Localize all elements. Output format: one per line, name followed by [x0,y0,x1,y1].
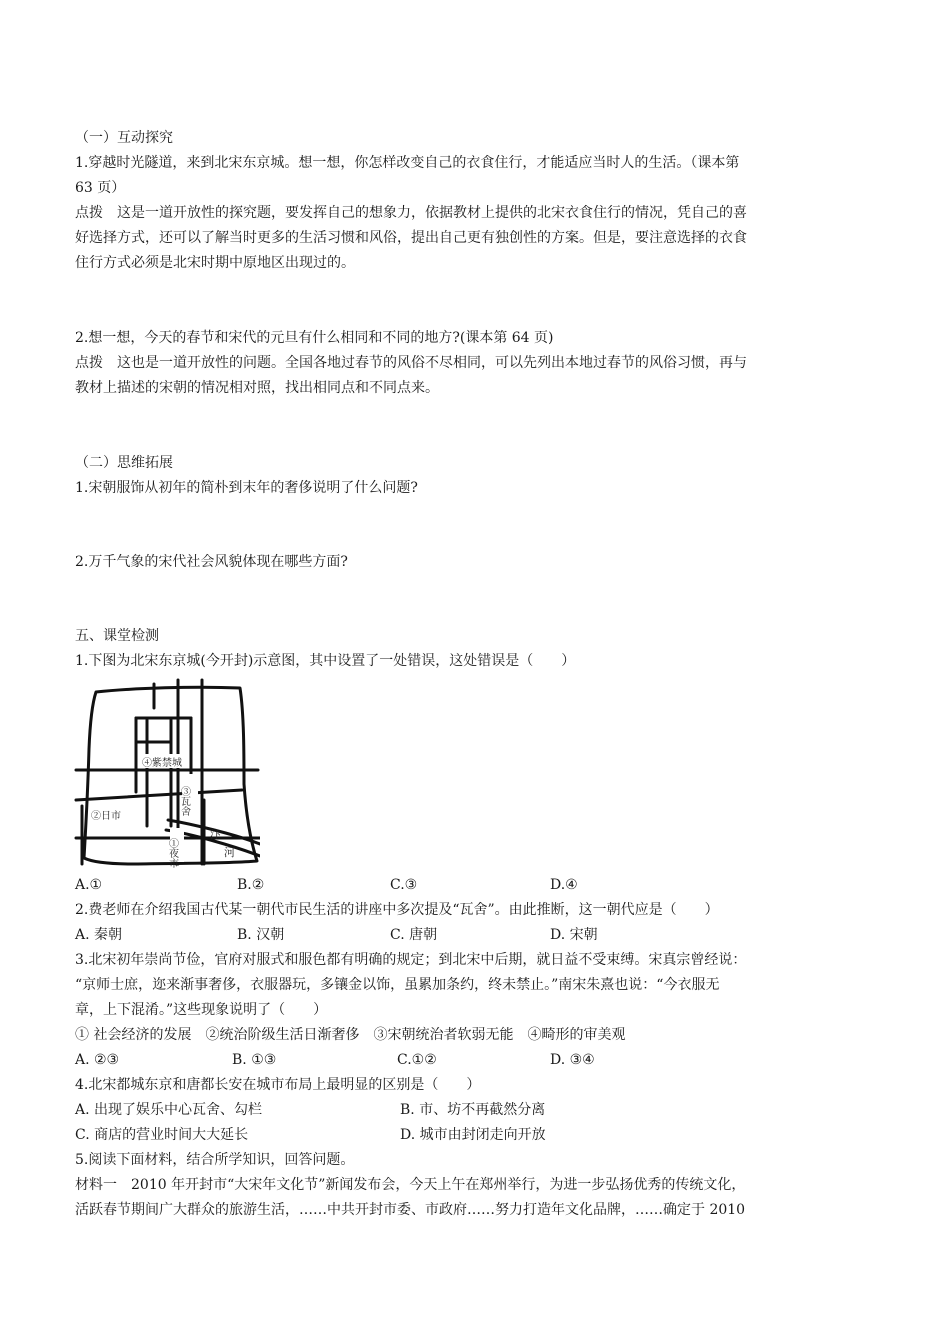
question-text: 63 页） [75,180,126,196]
option-a: A. 秦朝 [75,927,123,943]
map-label-river: 河 [224,846,235,859]
option-d: D. 城市由封闭走向开放 [400,1127,546,1143]
material-text: 材料一 2010 年开封市“大宋年文化节”新闻发布会，今天上午在郑州举行，为进一步弘扬优秀的传统文化， [75,1177,746,1193]
bianjing-city-map [74,674,260,868]
question-text: “京师士庶，迩来渐事奢侈，衣服器玩，多镶金以饰，虽累加条约，终未禁止。”南宋朱熹也说：“今衣服无 [75,977,720,993]
question-text: 3.北宋初年崇尚节俭，官府对服式和服色都有明确的规定；到北宋中后期，就日益不受束缚。宋真宗曾经说： [75,952,747,968]
question-text: 1.穿越时光隧道，来到北宋东京城。想一想，你怎样改变自己的衣食住行，才能适应当时人的生活。（课本第 [75,155,740,171]
tip-text: 住行方式必须是北宋时期中原地区出现过的。 [75,255,355,271]
option-b: B.② [237,877,265,893]
option-d: D.④ [550,877,578,893]
question-text: 2.万千气象的宋代社会风貌体现在哪些方面? [75,554,348,570]
tip-text: 好选择方式，还可以了解当时更多的生活习惯和风俗，提出自己更有独创性的方案。但是，要注意选择的衣食 [75,230,747,246]
option-c: C. 商店的营业时间大大延长 [75,1127,249,1143]
question-text: 1.宋朝服饰从初年的简朴到末年的奢侈说明了什么问题? [75,480,418,496]
question-text: 5.阅读下面材料，结合所学知识，回答问题。 [75,1152,355,1168]
option-c: C. 唐朝 [390,927,438,943]
section-heading-extension: （二）思维拓展 [75,455,173,471]
option-c: C.③ [390,877,418,893]
option-a: A. 出现了娱乐中心瓦舍、勾栏 [75,1102,263,1118]
section-heading-interactive: （一）互动探究 [75,130,173,146]
map-label-forbidden-city: ④紫禁城 [142,758,182,769]
map-label-river: 汴 [210,828,221,841]
map-label-day-market: ②日市 [91,811,121,822]
option-a: A.① [75,877,103,893]
option-b: B. 市、坊不再截然分离 [400,1102,546,1118]
question-text: 2.费老师在介绍我国古代某一朝代市民生活的讲座中多次提及“瓦舍”。由此推断，这一朝代应是（ ） [75,902,719,918]
tip-text: 教材上描述的宋朝的情况相对照，找出相同点和不同点来。 [75,380,439,396]
question-text: 章，上下混淆。”这些现象说明了（ ） [75,1002,328,1018]
tip-text: 点拨 这也是一道开放性的问题。全国各地过春节的风俗不尽相同，可以先列出本地过春节的风俗习惯，再与 [75,355,747,371]
question-text: 1.下图为北宋东京城(今开封)示意图，其中设置了一处错误，这处错误是（ ） [75,653,576,669]
option-d: D. 宋朝 [550,927,598,943]
tip-text: 点拨 这是一道开放性的探究题，要发挥自己的想象力，依据教材上提供的北宋衣食住行的情况，凭自己的喜 [75,205,747,221]
option-b: B. 汉朝 [237,927,285,943]
question-text: 2.想一想，今天的春节和宋代的元旦有什么相同和不同的地方?(课本第 64 页) [75,330,554,346]
option-c: C.①② [397,1052,437,1068]
section-heading-quiz: 五、课堂检测 [75,628,159,644]
question-text: 4.北宋都城东京和唐都长安在城市布局上最明显的区别是（ ） [75,1077,481,1093]
question-items: ① 社会经济的发展 ②统治阶级生活日渐奢侈 ③宋朝统治者软弱无能 ④畸形的审美观 [75,1027,626,1043]
option-b: B. ①③ [232,1052,277,1068]
option-a: A. ②③ [75,1052,120,1068]
map-label-night-market: ①夜市 [166,838,178,868]
material-text: 活跃春节期间广大群众的旅游生活，……中共开封市委、市政府……努力打造年文化品牌，……确定于 2010 [75,1202,746,1218]
map-label-washe: ③瓦舍 [178,786,190,816]
option-d: D. ③④ [550,1052,595,1068]
